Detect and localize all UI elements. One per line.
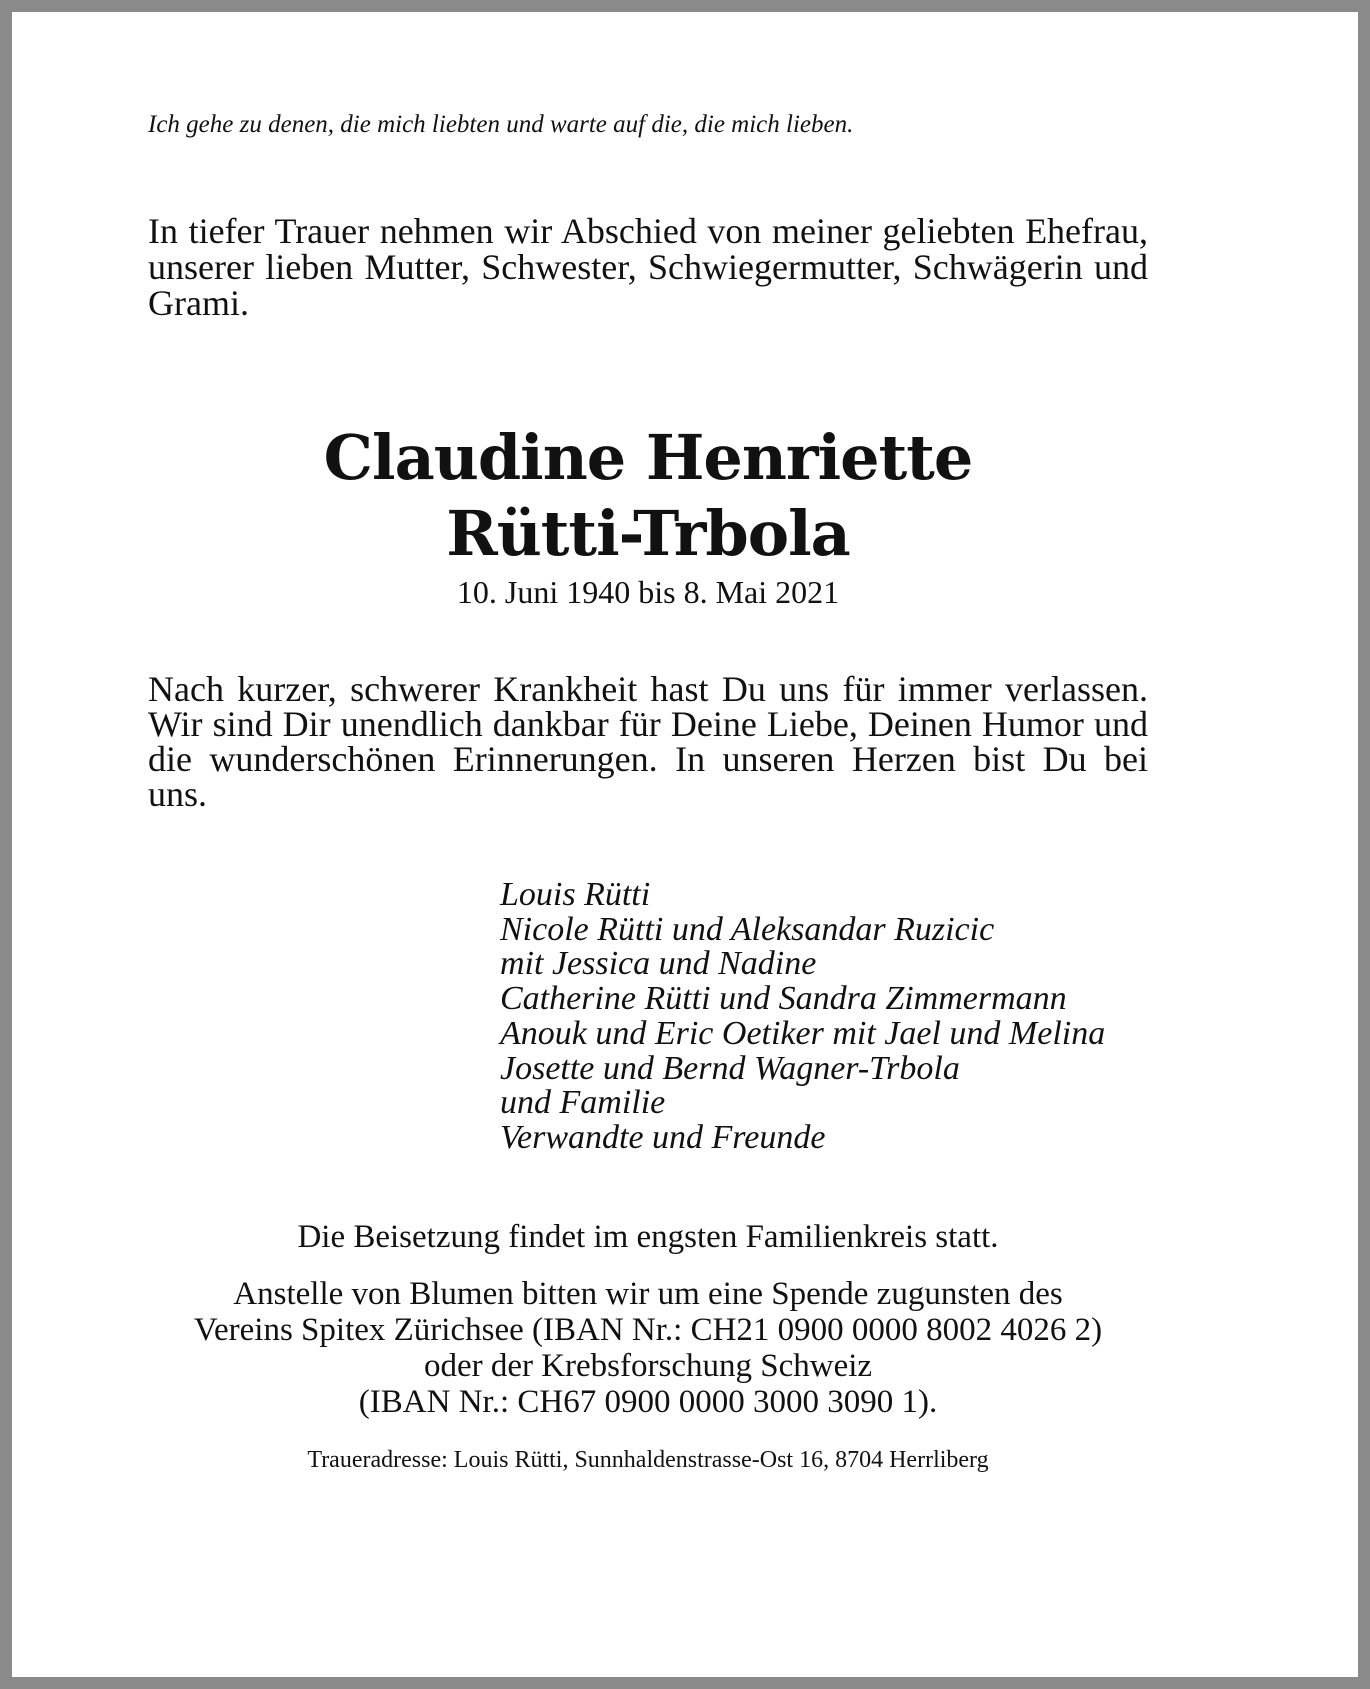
mourner-line: Nicole Rütti und Aleksandar Ruzicic [500,910,995,948]
donation-line: Vereins Spitex Zürichsee (IBAN Nr.: CH21 0900 0000 8002 4026 2) [193,1312,1103,1348]
mourners-list [500,878,1200,1156]
mourner-line: Verwandte und Freunde [500,1118,826,1156]
donation-line: (IBAN Nr.: CH67 0900 0000 3000 3090 1). [358,1384,938,1420]
deceased-name [148,420,1148,572]
donation-line: Anstelle von Blumen bitten wir um eine Spende zugunsten des [233,1276,1063,1312]
donation-request [148,1276,1148,1420]
mourning-address: Traueradresse: Louis Rütti, Sunnhaldenstrasse-Ost 16, 8704 Herrliberg [307,1447,989,1473]
intro-paragraph: In tiefer Trauer nehmen wir Abschied von meiner geliebten Ehefrau, unserer lieben Mutter, Schwester, Schwiegermutter, Schwägerin und Grami. [148,211,1148,323]
mourner-line: Josette und Bernd Wagner-Trbola [500,1049,960,1087]
burial-notice: Die Beisetzung findet im engsten Familienkreis statt. [297,1219,999,1255]
mourner-line: Anouk und Eric Oetiker mit Jael und Melina [500,1014,1106,1052]
mourner-line: mit Jessica und Nadine [500,945,817,983]
mourner-line: Catherine Rütti und Sandra Zimmermann [500,980,1067,1018]
farewell-message: Nach kurzer, schwerer Krankheit hast Du uns für immer verlassen. Wir sind Dir unendlich dankbar für Deine Liebe, Deinen Humor und die wunderschönen Erinnerungen. In unseren Herzen bist Du bei uns. [148,669,1148,814]
obituary-page [12,12,1358,1677]
mourner-line: Louis Rütti [500,876,651,913]
mourner-line: und Familie [500,1084,666,1122]
motto-quote: Ich gehe zu denen, die mich liebten und warte auf die, die mich lieben. [148,111,854,138]
life-dates: 10. Juni 1940 bis 8. Mai 2021 [456,574,840,610]
deceased-first-names: Claudine Henriette [323,421,973,494]
donation-line: oder der Krebsforschung Schweiz [423,1348,873,1384]
deceased-surname: Rütti-Trbola [446,497,850,570]
